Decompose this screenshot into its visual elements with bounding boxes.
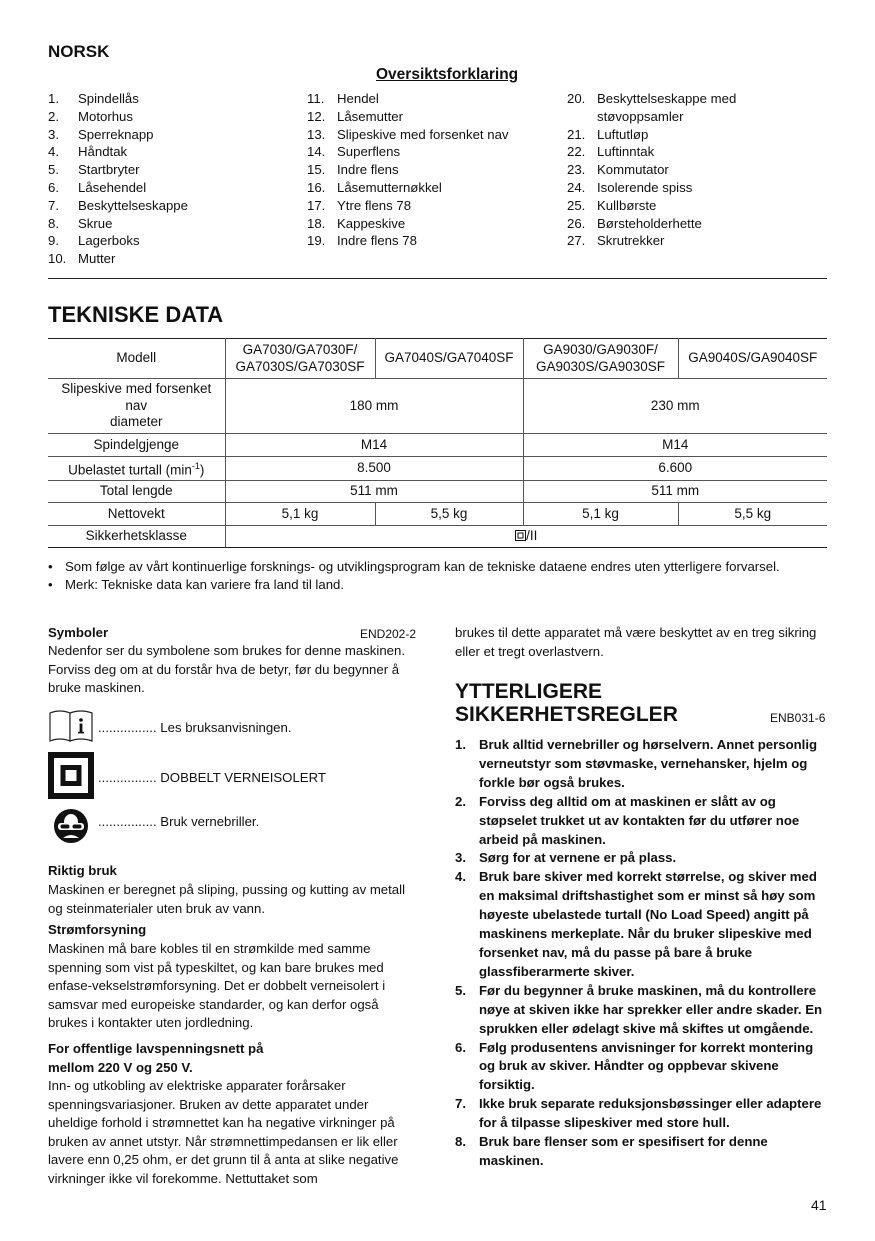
table-cell: 5,1 kg <box>523 503 678 526</box>
table-row <box>48 480 827 503</box>
table-cell: Modell <box>48 339 225 379</box>
overview-item: 12. Låsemutter <box>307 108 403 124</box>
list-item: • Som følge av vårt kontinuerlige forsknings- og utviklingsprogram kan de tekniske dataene endres uten ytterligere forvarsel. <box>48 559 780 574</box>
overview-item: 22. Luftinntak <box>567 144 655 160</box>
table-cell: 180 mm <box>225 379 523 434</box>
table-cell: GA9030/GA9030F/ GA9030S/GA9030SF <box>523 339 678 379</box>
table-cell: M14 <box>523 434 827 457</box>
overview-item: 27. Skrutrekker <box>567 233 665 249</box>
list-item: 8. Bruk bare flenser som er spesifisert for denne maskinen. <box>455 1134 768 1168</box>
table-cell: 5,5 kg <box>678 503 827 526</box>
safety-goggles-icon <box>48 806 94 849</box>
table-cell: GA9040S/GA9040SF <box>678 339 827 379</box>
table-cell: Sikkerhetsklasse <box>48 525 225 548</box>
safety-title: YTTERLIGERE SIKKERHETSREGLER <box>455 680 678 726</box>
section-divider <box>48 278 827 279</box>
overview-item: 25. Kullbørste <box>567 197 657 213</box>
list-item: 4. Bruk bare skiver med korrekt størrelse, og skiver med en maksimal driftshastighet som er minst så høy som høyeste ubelastede turtall (No Load Speed) angitt på maskinens merkeplate. Når du bruker slipeskive med forsenket nav, må du passe på bare å bruke glassfiberarmerte skiver. <box>455 869 817 979</box>
table-cell: Ubelastet turtall $(\min^{-1})$ <box>48 456 225 480</box>
overview-item: 6. Låsehendel <box>48 179 147 195</box>
symbols-code: END202-2 <box>360 627 417 641</box>
symbol-double-insulation <box>48 752 326 802</box>
manual-book-icon <box>48 708 94 747</box>
table-row <box>48 434 827 457</box>
overview-item: 16. Låsemutternøkkel <box>307 179 442 195</box>
overview-item: 10. Mutter <box>48 251 116 267</box>
overview-item: 14. Superflens <box>307 144 401 160</box>
list-item: 5. Før du begynner å bruke maskinen, må du kontrollere nøye at skiven ikke har sprekker eller andre skader. En sprukken eller ødelagt skive må skiftes ut omgående. <box>455 982 823 1036</box>
table-cell: Slipeskive med forsenket nav diameter <box>48 379 225 434</box>
symbols-title: Symboler <box>48 625 109 640</box>
overview-column-3 <box>567 90 767 250</box>
overview-item: 23. Kommutator <box>567 162 669 178</box>
intended-use-title: Riktig bruk <box>48 863 117 878</box>
overview-item: 7. Beskyttelseskappe <box>48 197 188 213</box>
symbol-label: ................ Bruk vernebriller. <box>98 814 260 829</box>
table-cell: 511 mm <box>523 480 827 503</box>
overview-item: 1. Spindellås <box>48 91 139 106</box>
overview-item: 2. Motorhus <box>48 108 133 124</box>
table-cell: Spindelgjenge <box>48 434 225 457</box>
list-item: 1. Bruk alltid vernebriller og hørselvern. Annet personlig verneutstyr som støvmaske, vernehansker, hjelm og forkle bør også brukes. <box>455 737 818 790</box>
overview-column-1 <box>48 90 298 268</box>
tech-data-table <box>48 338 827 548</box>
overview-item: 18. Kappeskive <box>307 215 406 231</box>
table-row <box>48 339 827 379</box>
overview-item: 19. Indre flens 78 <box>307 233 417 249</box>
symbol-read-manual <box>48 708 292 747</box>
tech-data-title: TEKNISKE DATA <box>48 302 224 327</box>
list-item: 6. Følg produsentens anvisninger for korrekt montering og bruk av skiver. Håndter og oppbevar skivene forsiktig. <box>455 1039 814 1093</box>
list-item: • Merk: Tekniske data kan variere fra land til land. <box>48 577 345 592</box>
overview-item: 26. Børsteholderhette <box>567 215 702 231</box>
language-heading: NORSK <box>48 42 110 61</box>
overview-item: 24. Isolerende spiss <box>567 179 693 195</box>
table-cell: M14 <box>225 434 523 457</box>
overview-item: 5. Startbryter <box>48 162 140 178</box>
symbol-label: ................ Les bruksanvisningen. <box>98 720 292 735</box>
page-number: 41 <box>811 1197 827 1213</box>
power-title: Strømforsyning <box>48 922 147 937</box>
notes-list <box>48 558 828 594</box>
low-voltage-continuation: brukes til dette apparatet må være beskyttet av en treg sikring eller et tregt overlastvern. <box>455 625 817 659</box>
power-text: Maskinen må bare kobles til en strømkilde med samme spenning som vist på typeskiltet, og kan bare brukes med enfase-vekselstrømforsyning. Det er dobbelt verneisolert i samsvar med europeiske standarder, og kan derfor også brukes i kontakter uten jordledning. <box>48 941 386 1031</box>
overview-title: Oversiktsforklaring <box>376 66 519 83</box>
table-cell: GA7040S/GA7040SF <box>375 339 523 379</box>
overview-item: 11. Hendel <box>307 91 379 106</box>
symbol-label: ................ DOBBELT VERNEISOLERT <box>98 769 326 785</box>
table-cell: 8.500 <box>225 456 523 480</box>
table-cell: /II <box>225 525 827 548</box>
list-item: 2. Forviss deg alltid om at maskinen er slått av og støpselet trukket ut av kontakten før du utfører noe arbeid på maskinen. <box>455 793 800 847</box>
table-row <box>48 503 827 526</box>
table-cell: Total lengde <box>48 480 225 503</box>
table-row <box>48 379 827 434</box>
overview-item: 3. Sperreknapp <box>48 126 154 142</box>
table-row <box>48 456 827 480</box>
symbols-intro: Nedenfor ser du symbolene som brukes for denne maskinen. Forviss deg om at du forstår hva de betyr, før du begynner å bruke maskinen. <box>48 643 405 696</box>
overview-item: 17. Ytre flens 78 <box>307 197 412 213</box>
table-row <box>48 525 827 548</box>
overview-item: 9. Lagerboks <box>48 233 140 249</box>
table-cell: 511 mm <box>225 480 523 503</box>
safety-rules-list <box>455 736 827 1171</box>
symbol-goggles <box>48 806 259 849</box>
table-cell: GA7030/GA7030F/ GA7030S/GA7030SF <box>225 339 375 379</box>
overview-item: 13. Slipeskive med forsenket nav <box>307 126 509 142</box>
low-voltage-text: Inn- og utkobling av elektriske apparater forårsaker spenningsvariasjoner. Bruken av dette apparatet under uheldige forhold i strømnettet kan ha negative virkninger på bruken av annet utstyr. Når strømnettimpedansen er lik eller lavere enn 0,25 ohm, er det grunn til å anta at slike negative virkninger ikke vil forekomme. Nettuttaket som <box>48 1078 399 1186</box>
table-cell: 5,5 kg <box>375 503 523 526</box>
overview-item: 21. Luftutløp <box>567 126 649 142</box>
overview-item: 15. Indre flens <box>307 162 399 178</box>
intended-use-text: Maskinen er beregnet på sliping, pussing og kutting av metall og steinmaterialer uten bruk av vann. <box>48 882 406 916</box>
low-voltage-title: For offentlige lavspenningsnett på mellom 220 V og 250 V. <box>48 1041 264 1075</box>
table-cell: Nettovekt <box>48 503 225 526</box>
list-item: 3. Sørg for at vernene er på plass. <box>455 850 677 866</box>
safety-code: ENB031-6 <box>770 711 826 725</box>
list-item: 7. Ikke bruk separate reduksjonsbøssinger eller adaptere for å tilpasse slipeskiver med store hull. <box>455 1096 822 1131</box>
overview-column-2 <box>307 90 562 250</box>
overview-item: 20. Beskyttelseskappe med støvoppsamler <box>567 91 737 124</box>
double-insulation-icon <box>48 752 94 802</box>
table-cell: 230 mm <box>523 379 827 434</box>
double-insulation-icon <box>515 529 526 546</box>
table-cell: 5,1 kg <box>225 503 375 526</box>
table-cell: 6.600 <box>523 456 827 480</box>
overview-item: 4. Håndtak <box>48 144 128 160</box>
overview-item: 8. Skrue <box>48 215 113 231</box>
